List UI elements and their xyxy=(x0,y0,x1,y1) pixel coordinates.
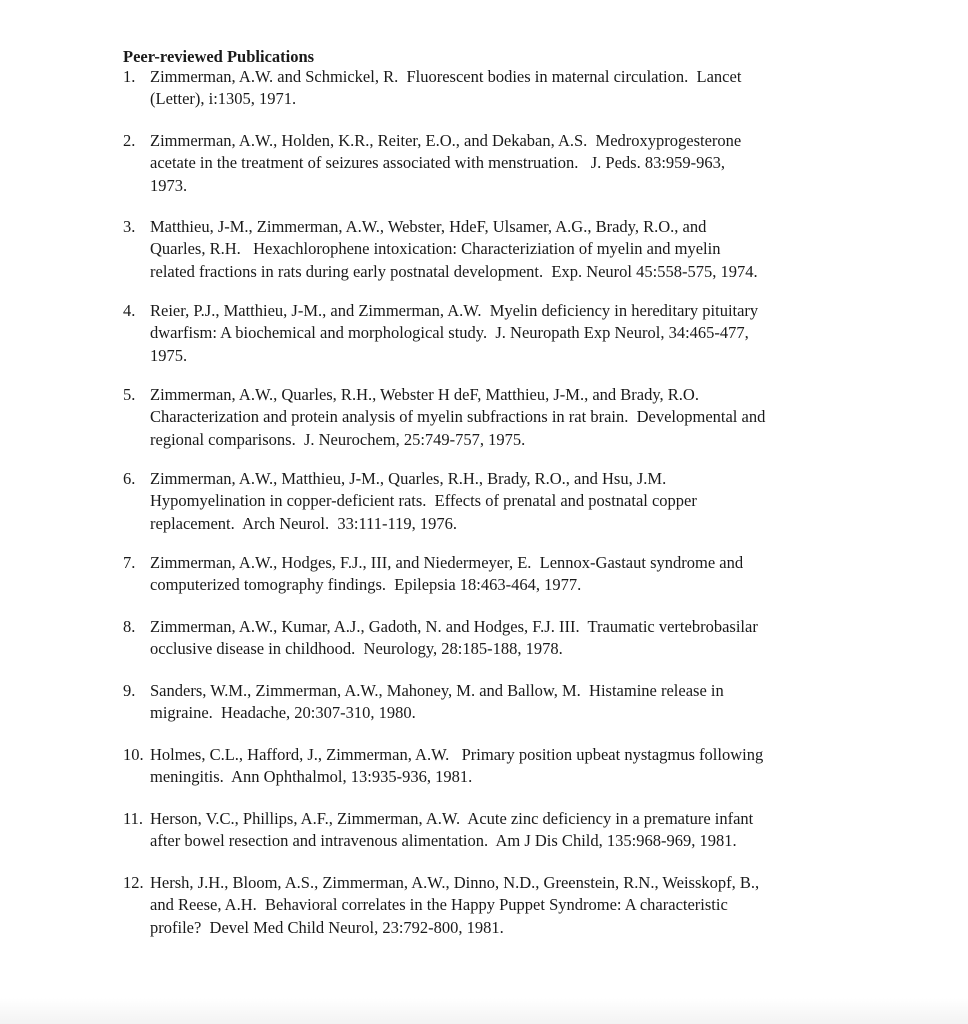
publication-number: 3. xyxy=(123,217,136,236)
publication-number: 6. xyxy=(123,469,136,488)
publication-number: 1. xyxy=(123,67,136,86)
publication-item xyxy=(123,616,853,661)
citation-line: Reier, P.J., Matthieu, J-M., and Zimmerman, A.W. Myelin deficiency in hereditary pituitary xyxy=(150,301,759,320)
publication-item xyxy=(123,216,853,283)
citation-line: acetate in the treatment of seizures associated with menstruation. J. Peds. 83:959-963, xyxy=(150,153,726,173)
publication-citation xyxy=(150,680,853,725)
publication-item xyxy=(123,468,853,535)
publication-number: 2. xyxy=(123,131,136,150)
publication-number: 9. xyxy=(123,681,136,700)
publication-citation xyxy=(150,66,853,111)
citation-line: migraine. Headache, 20:307-310, 1980. xyxy=(150,703,416,723)
publication-item xyxy=(123,130,853,197)
publication-citation xyxy=(150,744,853,789)
publication-item xyxy=(123,872,853,939)
section-heading: Peer-reviewed Publications xyxy=(123,47,315,66)
citation-line: computerized tomography findings. Epilepsia 18:463-464, 1977. xyxy=(150,575,582,595)
publication-citation xyxy=(150,300,853,367)
citation-line: Characterization and protein analysis of myelin subfractions in rat brain. Developmental and xyxy=(150,407,766,427)
citation-line: Zimmerman, A.W., Holden, K.R., Reiter, E.O., and Dekaban, A.S. Medroxyprogesterone xyxy=(150,131,742,150)
page-bottom-shadow xyxy=(0,998,968,1024)
citation-line: dwarfism: A biochemical and morphological study. J. Neuropath Exp Neurol, 34:465-477, xyxy=(150,323,749,343)
publication-item xyxy=(123,66,853,111)
citation-line: Zimmerman, A.W. and Schmickel, R. Fluorescent bodies in maternal circulation. Lancet xyxy=(150,67,742,86)
publication-item xyxy=(123,384,853,451)
citation-line: Zimmerman, A.W., Quarles, R.H., Webster H deF, Matthieu, J-M., and Brady, R.O. xyxy=(150,385,699,404)
publication-number: 10. xyxy=(123,745,144,764)
citation-line: occlusive disease in childhood. Neurology, 28:185-188, 1978. xyxy=(150,639,563,659)
publication-number: 7. xyxy=(123,553,136,572)
citation-line: profile? Devel Med Child Neurol, 23:792-800, 1981. xyxy=(150,917,504,937)
publication-item xyxy=(123,300,853,367)
publication-number: 12. xyxy=(123,873,144,892)
publication-citation xyxy=(150,552,853,597)
citation-line: Sanders, W.M., Zimmerman, A.W., Mahoney, M. and Ballow, M. Histamine release in xyxy=(150,681,724,700)
publication-citation xyxy=(150,216,853,283)
citation-line: after bowel resection and intravenous alimentation. Am J Dis Child, 135:968-969, 1981. xyxy=(150,831,737,851)
citation-line: regional comparisons. J. Neurochem, 25:749-757, 1975. xyxy=(150,429,526,449)
citation-line: meningitis. Ann Ophthalmol, 13:935-936, 1981. xyxy=(150,767,473,787)
publication-item xyxy=(123,680,853,725)
citation-line: Zimmerman, A.W., Kumar, A.J., Gadoth, N. and Hodges, F.J. III. Traumatic vertebrobasilar xyxy=(150,617,758,636)
publication-number: 11. xyxy=(123,809,144,828)
publication-citation xyxy=(150,808,853,853)
publication-item xyxy=(123,552,853,597)
citation-line: 1975. xyxy=(150,345,188,365)
citation-line: (Letter), i:1305, 1971. xyxy=(150,89,297,109)
citation-line: Holmes, C.L., Hafford, J., Zimmerman, A.W. Primary position upbeat nystagmus following xyxy=(150,745,764,764)
citation-line: Zimmerman, A.W., Matthieu, J-M., Quarles, R.H., Brady, R.O., and Hsu, J.M. xyxy=(150,469,667,488)
citation-line: Matthieu, J-M., Zimmerman, A.W., Webster, HdeF, Ulsamer, A.G., Brady, R.O., and xyxy=(150,217,707,236)
publication-item xyxy=(123,808,853,853)
citation-line: related fractions in rats during early postnatal development. Exp. Neurol 45:558-575, 1974. xyxy=(150,261,758,281)
publication-number: 4. xyxy=(123,301,136,320)
publication-item xyxy=(123,744,853,789)
citation-line: Hersh, J.H., Bloom, A.S., Zimmerman, A.W., Dinno, N.D., Greenstein, R.N., Weisskopf, B., xyxy=(150,873,760,892)
publication-number: 8. xyxy=(123,617,136,636)
publication-citation xyxy=(150,468,853,535)
publication-citation xyxy=(150,872,853,939)
citation-line: Herson, V.C., Phillips, A.F., Zimmerman, A.W. Acute zinc deficiency in a premature infant xyxy=(150,809,754,828)
citation-line: and Reese, A.H. Behavioral correlates in the Happy Puppet Syndrome: A characteristic xyxy=(150,895,728,915)
publication-number: 5. xyxy=(123,385,136,404)
citation-line: replacement. Arch Neurol. 33:111-119, 1976. xyxy=(150,513,457,533)
citation-line: Quarles, R.H. Hexachlorophene intoxication: Characteriziation of myelin and myelin xyxy=(150,239,721,259)
citation-line: Zimmerman, A.W., Hodges, F.J., III, and Niedermeyer, E. Lennox-Gastaut syndrome and xyxy=(150,553,744,572)
citation-line: Hypomyelination in copper-deficient rats. Effects of prenatal and postnatal copper xyxy=(150,491,697,511)
publication-citation xyxy=(150,616,853,661)
citation-line: 1973. xyxy=(150,175,188,195)
publication-citation xyxy=(150,384,853,451)
publication-citation xyxy=(150,130,853,197)
